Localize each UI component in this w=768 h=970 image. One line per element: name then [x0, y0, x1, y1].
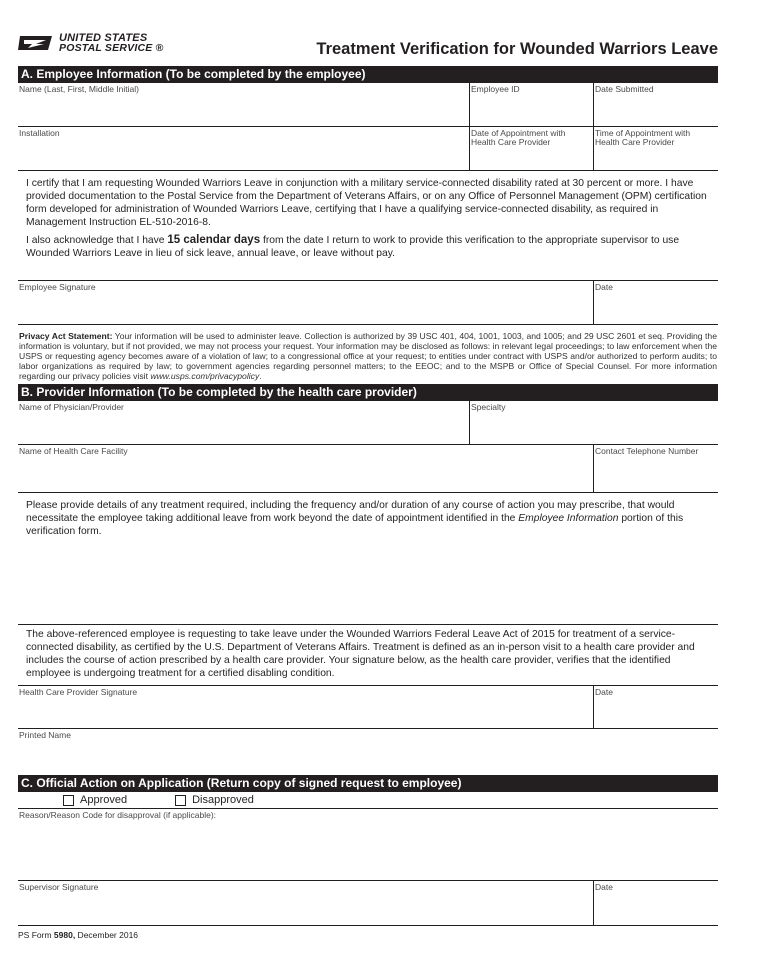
physician-name-label: Name of Physician/Provider — [19, 402, 124, 412]
employee-id-label: Employee ID — [471, 84, 520, 94]
provider-signature-field[interactable] — [18, 686, 593, 728]
logo-line-2: POSTAL SERVICE ® — [59, 42, 164, 54]
eagle-icon — [18, 32, 54, 54]
supervisor-signature-label: Supervisor Signature — [19, 882, 99, 892]
privacy-heading: Privacy Act Statement: — [19, 331, 113, 341]
privacy-act-statement: Privacy Act Statement: Your information will be used to administer leave. Collection is authorized by 39 USC 401, 404, 1001, 1003, and 1005; and 29 USC 2601 et seq. Providing the information is voluntary, but if not provided, we may not process your request. Your information may be disclosed as follows: in relevant legal proceedings; to law enforcement when the USPS or requesting agency becomes aware of a violation of law; to a congressional office at your request; to entities under contract with USPS and/or authorized to perform audits; to labor organizations as required by law; to government agencies regarding personnel matters; to the EEOC; and to the MSPB or Office of Special Counsel. For more information regarding our privacy policies visit www.usps.com/privacypolicy. — [19, 331, 717, 381]
approved-label: Approved — [80, 794, 128, 806]
referenced-employee-paragraph: The above-referenced employee is requesting to take leave under the Wounded Warriors Federal Leave Act of 2015 for treatment of a service-connected disability, as certified by the U.S. Department of Veterans Affairs. Treatment is defined as an in-person visit to a health care provider and includes the course of action prescribed by a health care provider. Your signature below, as the health care provider, verifies that the identified employee is undergoing treatment for a certified disabling condition. — [26, 629, 695, 679]
supervisor-date-label: Date — [595, 882, 613, 892]
printed-name-label: Printed Name — [19, 730, 71, 740]
disapproved-checkbox[interactable] — [175, 795, 186, 806]
provider-row-1 — [18, 401, 718, 445]
employee-name-label: Name (Last, First, Middle Initial) — [19, 84, 139, 94]
printed-name-field[interactable] — [18, 729, 718, 775]
disapproved-option[interactable] — [175, 794, 254, 806]
approved-checkbox[interactable] — [63, 795, 74, 806]
supervisor-signature-field[interactable] — [18, 881, 593, 925]
specialty-field[interactable] — [469, 401, 718, 444]
provider-date-field[interactable] — [593, 686, 718, 728]
date-of-appointment-field[interactable] — [469, 127, 593, 170]
provider-date-label: Date — [595, 687, 613, 697]
specialty-label: Specialty — [471, 402, 506, 412]
employee-date-field[interactable] — [593, 281, 718, 324]
disapproved-label: Disapproved — [192, 794, 254, 806]
certify-paragraph: I certify that I am requesting Wounded Warriors Leave in conjunction with a military service-connected disability rated at 30 percent or more. I have provided documentation to the Postal Service from the Department of Veterans Affairs, or on any Office of Personnel Management (OPM) certification form developed for administration of Wounded Warriors Leave, certifying that I have a qualifying service-connected disability, as required in Management Instruction EL-510-2016-8. — [26, 178, 707, 228]
employee-signature-row — [18, 281, 718, 325]
section-c-heading: C. Official Action on Application (Return copy of signed request to employee) — [18, 775, 718, 792]
contact-phone-field[interactable] — [593, 445, 718, 492]
form-footer: PS Form 5980, December 2016 — [18, 925, 718, 940]
section-a-heading: A. Employee Information (To be completed by the employee) — [18, 66, 718, 83]
contact-phone-label: Contact Telephone Number — [595, 446, 699, 456]
employee-signature-label: Employee Signature — [19, 282, 96, 292]
employee-row-1 — [18, 83, 718, 127]
facility-name-field[interactable] — [18, 445, 593, 492]
employee-name-field[interactable] — [18, 83, 469, 126]
provider-signature-row — [18, 685, 718, 729]
provider-signature-label: Health Care Provider Signature — [19, 687, 138, 697]
form-header — [18, 30, 718, 66]
installation-field[interactable] — [18, 127, 469, 170]
reason-label: Reason/Reason Code for disapproval (if applicable): — [19, 810, 217, 820]
employee-date-label: Date — [595, 282, 613, 292]
fifteen-days-emphasis: 15 calendar days — [167, 234, 261, 246]
logo-line-1: UNITED STATES — [59, 32, 148, 44]
reason-field[interactable] — [18, 809, 718, 880]
time-of-appointment-field[interactable] — [593, 127, 718, 170]
certification-statement — [18, 171, 718, 281]
treatment-details-instructions: Please provide details of any treatment required, including the frequency and/or duration of any course of action you may prescribe, that would necessitate the employee taking additional leave from work beyond the date of appointment identified in the Employee Information portion of this verification form. — [26, 500, 684, 537]
time-of-appointment-label: Time of Appointment with Health Care Provider — [595, 128, 691, 147]
reason-row — [18, 809, 718, 881]
date-submitted-field[interactable] — [593, 83, 718, 126]
section-b-heading: B. Provider Information (To be completed by the health care provider) — [18, 384, 718, 401]
treatment-details-area[interactable] — [18, 493, 718, 625]
date-of-appointment-label: Date of Appointment with Health Care Provider — [471, 128, 566, 147]
approval-options — [18, 792, 718, 809]
facility-name-label: Name of Health Care Facility — [19, 446, 128, 456]
approved-option[interactable] — [63, 794, 127, 806]
employee-signature-field[interactable] — [18, 281, 593, 324]
privacy-body: Your information will be used to administer leave. Collection is authorized by 39 USC 401, 404, 1001, 1003, and 1005; and 29 USC 2601 et seq. Providing the information is voluntary, but if not provided, we may not process your request. Your information may be disclosed as follows: in relevant legal proceedings; to law enforcement when the USPS or requesting agency becomes aware of a violation of law; to a congressional office at your request; to entities under contract with USPS and/or authorized to perform audits; to labor organizations as required by law; to government agencies regarding personnel matters; to the EEOC; and to the MSPB or Office of Special Counsel. For more information regarding our privacy policies visit — [19, 331, 717, 381]
form-number: 5980, — [53, 930, 76, 940]
acknowledge-paragraph: I also acknowledge that I have 15 calendar days from the date I return to work to provide this verification to the appropriate supervisor to use Wounded Warriors Leave in lieu of sick leave, annual leave, or leave without pay. — [26, 234, 680, 259]
form-title: Treatment Verification for Wounded Warriors Leave — [316, 40, 718, 58]
employee-row-2 — [18, 127, 718, 171]
supervisor-signature-row — [18, 881, 718, 925]
date-submitted-label: Date Submitted — [595, 84, 654, 94]
employee-id-field[interactable] — [469, 83, 593, 126]
supervisor-date-field[interactable] — [593, 881, 718, 925]
provider-verification-statement — [18, 625, 718, 685]
provider-row-2 — [18, 445, 718, 493]
installation-label: Installation — [19, 128, 60, 138]
physician-name-field[interactable] — [18, 401, 469, 444]
privacy-url: www.usps.com/privacypolicy — [150, 371, 260, 381]
form-page — [18, 30, 718, 940]
usps-logo — [18, 30, 163, 56]
printed-name-row — [18, 729, 718, 775]
